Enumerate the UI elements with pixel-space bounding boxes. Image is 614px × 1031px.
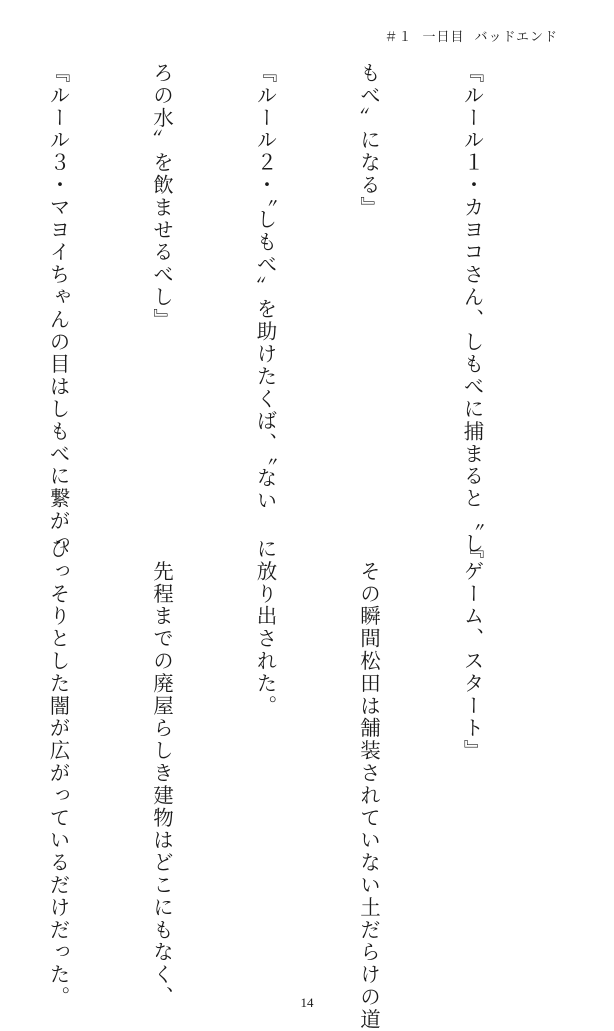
text-column: ひっそりとした闇が広がっているだけだった。 <box>46 538 70 1009</box>
text-column: もべ〟になる』 <box>356 62 381 219</box>
text-column: に放り出された。 <box>253 538 277 718</box>
chapter-title: 一日目 <box>422 30 465 45</box>
text-block-upper <box>0 62 558 555</box>
text-column: 『ルール３・マヨイちゃんの目はしもべに繋がっ <box>46 62 70 555</box>
running-header <box>384 26 558 45</box>
text-column: 先程までの廃屋らしき建物はどこにもなく、 <box>149 538 174 1009</box>
page-number: 14 <box>300 995 314 1010</box>
text-column: 『ルール１・カヨコさん、しもべに捕まると〝し <box>460 62 484 555</box>
text-column: その瞬間松田は舗装されていない土だらけの道 <box>356 538 381 1031</box>
text-column: 『ゲーム、スタート』 <box>460 538 484 762</box>
chapter-number: ＃１ <box>384 30 413 45</box>
text-column: 『ルール２・〝しもべ〟を助けたくば、〝ない <box>253 62 277 512</box>
text-column: ろの水〟を飲ませるべし』 <box>149 62 174 331</box>
chapter-subtitle: バッドエンド <box>474 30 558 45</box>
